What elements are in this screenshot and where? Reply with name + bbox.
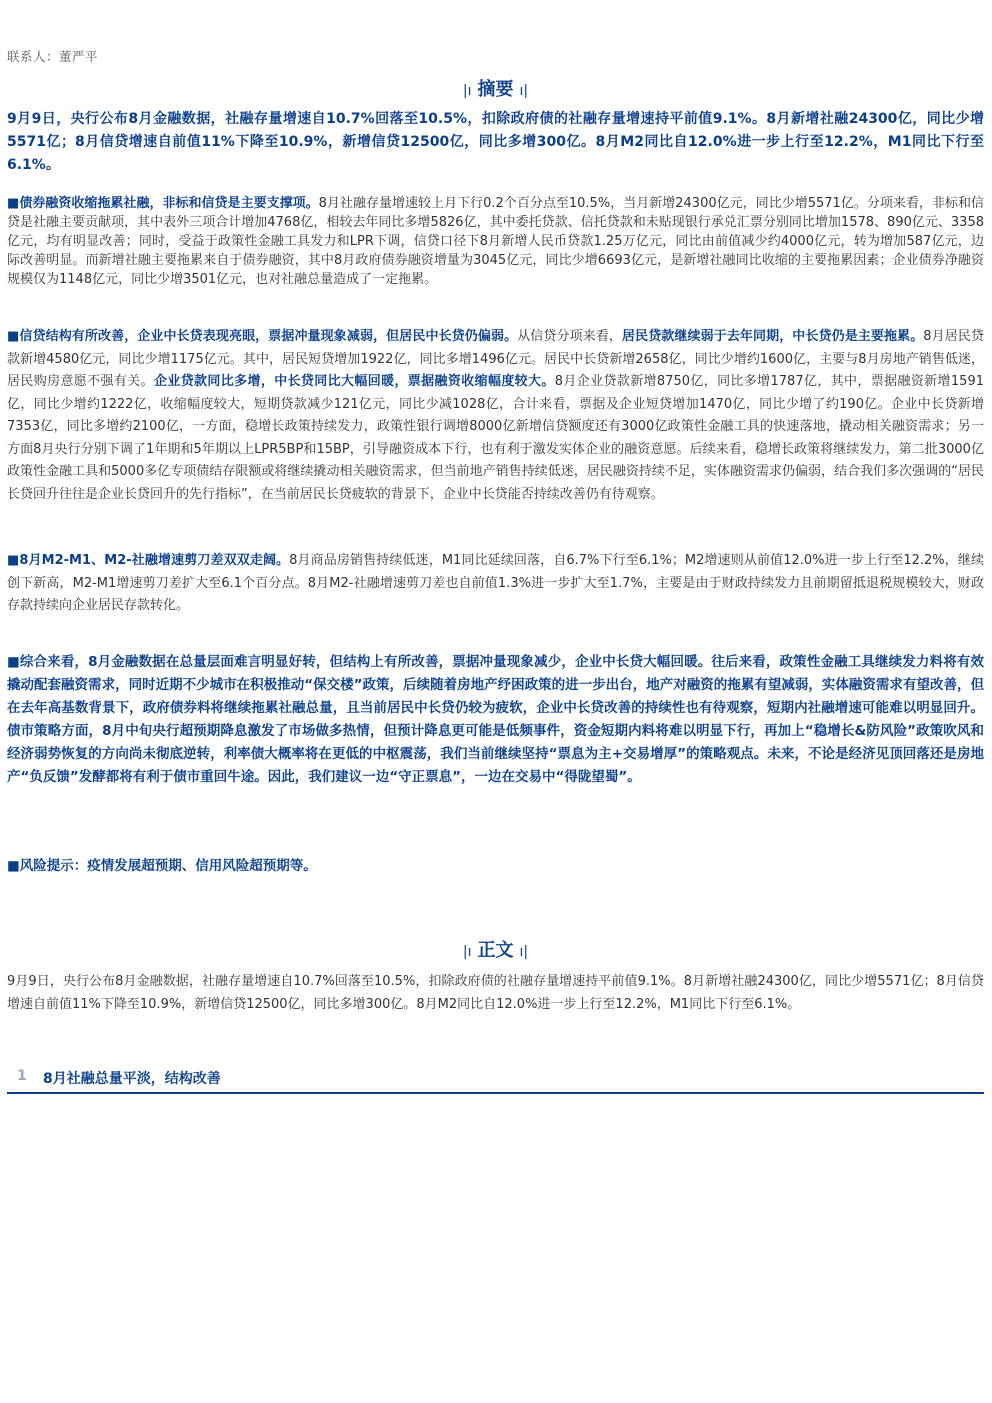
summary-paragraph-credit-structure [7,326,984,506]
paragraph-body: 从信贷分项来看， [517,329,622,344]
summary-heading [7,75,984,101]
risk-warning [7,855,984,878]
paragraph-marker-icon: ■ [7,553,20,568]
paragraph-body: 8月居民贷款新增4580亿元，同比少增1175亿元。其中，居民短贷增加1922亿，同比多增1496亿元。居民中长贷新增2658亿，同比少增约1600亿，主要与8月房地产销售低迷，居民购房意愿不强有关。 [7,329,984,389]
paragraph-title: 债券融资收缩拖累社融，非标和信贷是主要支撑项。 [19,196,319,211]
heading-bar-icon: ı| [519,83,529,99]
summary-conclusion [7,651,984,789]
paragraph-body: 8月社融存量增速较上月下行0.2个百分点至10.5%，当月新增24300亿元，同比少增5571亿。分项来看，非标和信贷是社融主要贡献项，其中表外三项合计增加4768亿，相较去年同比多增5826亿，其中委托贷款、信托贷款和未贴现银行承兑汇票分别同比增加1578、890亿元、3358亿元，均有明显改善；同时，受益于政策性金融工具发力和LPR下调，信贷口径下8月新增人民币贷款1.25万亿元，同比由前值减少约4000亿元，转为增加587亿元，边际改善明显。而新增社融主要拖累来自于债券融资，其中8月政府债券融资增量为3045亿元，同比少增6693亿元，是新增社融同比收缩的主要拖累因素；企业债券净融资规模仅为1148亿元，同比少增3501亿元，也对社融总量造成了一定拖累。 [7,196,984,287]
paragraph-marker-icon: ■ [7,196,20,211]
paragraph-body: 8月商品房销售持续低迷，M1同比延续回落，自6.7%下行至6.1%；M2增速则从前值12.0%进一步上行至12.2%，继续创下新高，M2-M1增速剪刀差扩大至6.1个百分点。8月M2-社融增速剪刀差也自前值1.3%进一步扩大至1.7%，主要是由于财政持续发力且前期留抵退税规模较大，财政存款持续向企业居民存款转化。 [7,553,984,613]
paragraph-body: 8月企业贷款新增8750亿，同比多增1787亿，其中，票据融资新增1591亿，同比少增约1222亿，收缩幅度较大，短期贷款减少121亿元，同比少减1028亿，合计来看，票据及企业短贷增加1470亿，同比少增了约190亿。企业中长贷新增7353亿，同比多增约2100亿，一方面，稳增长政策持续发力，政策性银行调增8000亿新增信贷额度还有3000亿政策性金融工具的快速落地，撬动相关融资需求；另一方面8月央行分别下调了1年期和5年期以上LPR5BP和15BP，引导融资成本下行，也有利于激发实体企业的融资意愿。后续来看，稳增长政策将继续发力，第二批3000亿政策性金融工具和5000多亿专项债结存限额或将继续撬动相关融资需求，但当前地产销售持续低迷，居民融资持续不足，实体融资需求仍偏弱，结合我们多次强调的“居民长贷回升往往是企业长贷回升的先行指标”，在当前居民长贷疲软的背景下，企业中长贷能否持续改善仍有待观察。 [7,374,984,502]
heading-bar-icon: |ı [462,944,472,960]
chapter-number: 1 [17,1068,27,1084]
heading-bar-icon: |ı [462,83,472,99]
main-heading-text: 正文 [477,940,514,961]
heading-bar-icon: ı| [519,944,529,960]
paragraph-title: 信贷结构有所改善，企业中长贷表现亮眼，票据冲量现象减弱，但居民中长贷仍偏弱。 [19,329,518,344]
summary-paragraph-bond-financing [7,194,984,289]
paragraph-marker-icon: ■ [7,654,20,670]
chapter-title-text: 8月社融总量平淡，结构改善 [43,1071,221,1087]
main-intro: 9月9日，央行公布8月金融数据，社融存量增速自10.7%回落至10.5%，扣除政府债的社融存量增速持平前值9.1%。8月新增社融24300亿，同比少增5571亿；8月信贷增速自前值11%下降至10.9%，新增信贷12500亿，同比多增300亿。8月M2同比自12.0%进一步上行至12.2%，M1同比下行至6.1%。 [7,974,984,1012]
paragraph-marker-icon: ■ [7,858,20,874]
paragraph-emphasis: 企业贷款同比多增，中长贷同比大幅回暖，票据融资收缩幅度较大。 [153,374,555,389]
contact-line: 联系人：董严平 [7,49,99,64]
summary-paragraph-m2-m1 [7,550,984,618]
summary-heading-text: 摘要 [477,79,514,100]
paragraph-emphasis: 居民贷款继续弱于去年同期，中长贷仍是主要拖累。 [622,329,924,344]
chapter-title [7,1066,984,1094]
conclusion-text: 综合来看，8月金融数据在总量层面难言明显好转，但结构上有所改善，票据冲量现象减少，企业中长贷大幅回暖。往后来看，政策性金融工具继续发力料将有效撬动配套融资需求，同时近期不少城市在积极推动“保交楼”政策，后续随着房地产纾困政策的进一步出台，地产对融资的拖累有望减弱，实体融资需求有望改善，但在去年高基数背景下，政府债券料将继续拖累社融总量，且当前居民中长贷仍较为疲软，企业中长贷改善的持续性也有待观察，短期内社融增速可能难以明显回升。债市策略方面，8月中旬央行超预期降息激发了市场做多热情，但预计降息更可能是低频事件，资金短期内料将难以明显下行，再加上“稳增长&防风险”政策吹风和经济弱势恢复的方向尚未彻底逆转，利率债大概率将在更低的中枢震荡，我们当前继续坚持“票息为主+交易增厚”的策略观点。未来，不论是经济见顶回落还是房地产“负反馈”发酵都将有利于债市重回牛途。因此，我们建议一边“守正票息”，一边在交易中“得陇望蜀”。 [7,654,984,785]
paragraph-title: 8月M2-M1、M2-社融增速剪刀差双双走阔。 [19,553,290,568]
main-heading [7,936,984,962]
paragraph-marker-icon: ■ [7,329,20,344]
risk-text: 风险提示：疫情发展超预期、信用风险超预期等。 [19,858,317,874]
summary-lead: 9月9日，央行公布8月金融数据，社融存量增速自10.7%回落至10.5%，扣除政府债的社融存量增速持平前值9.1%。8月新增社融24300亿，同比少增5571亿；8月信贷增速自前值11%下降至10.9%，新增信贷12500亿，同比多增300亿。8月M2同比自12.0%进一步上行至12.2%，M1同比下行至6.1%。 [7,111,984,173]
